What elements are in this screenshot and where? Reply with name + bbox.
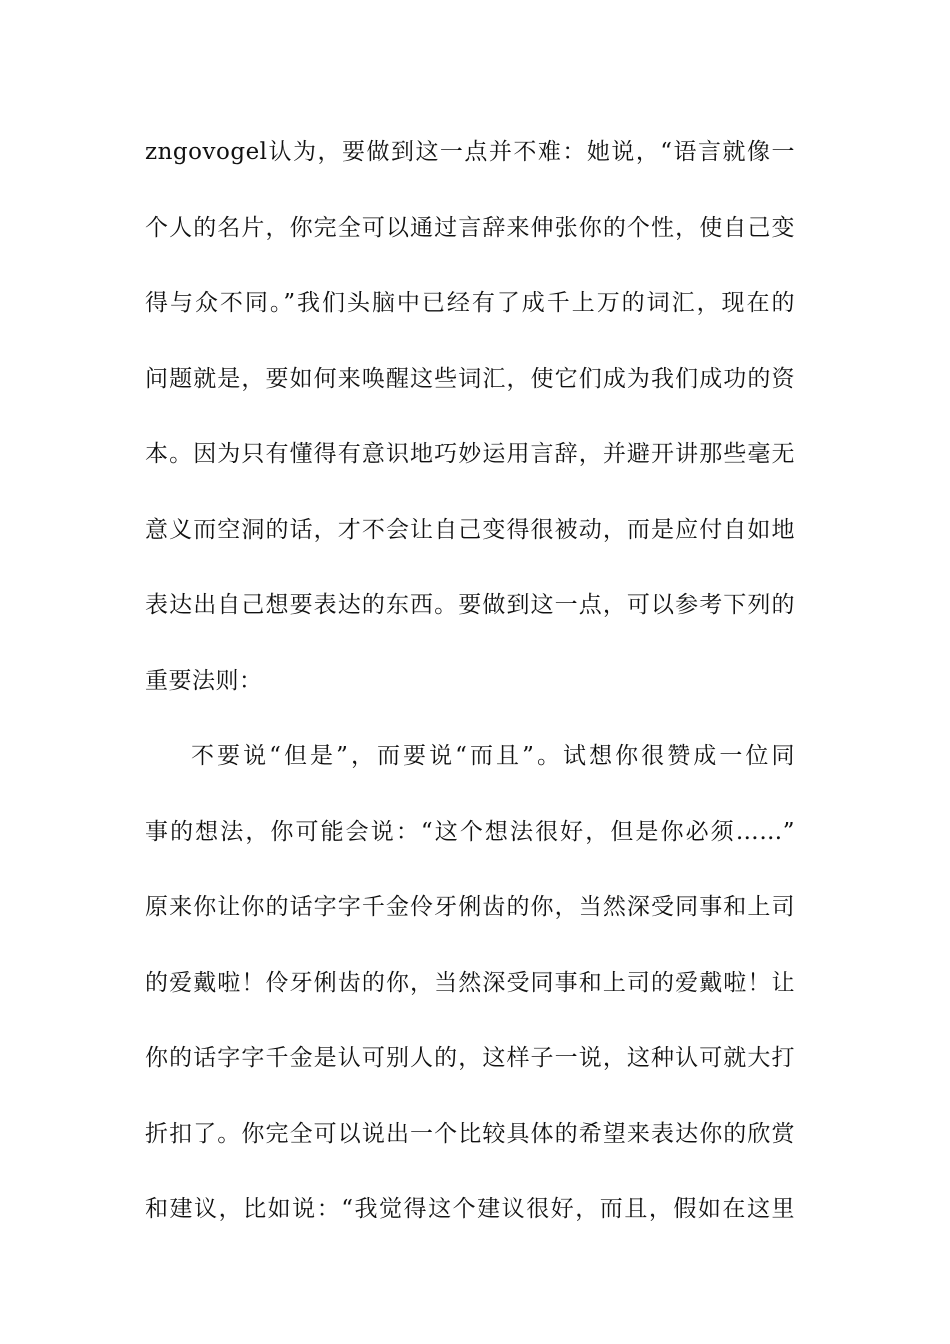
text-line: 折扣了。你完全可以说出一个比较具体的希望来表达你的欣赏 [145, 1120, 795, 1147]
text-line: 重要法则： [145, 667, 263, 694]
text-line: 不要说“但是”，而要说“而且”。试想你很赞成一位同 [191, 743, 795, 769]
text-line: 事的想法，你可能会说：“这个想法很好，但是你必须……” [145, 818, 795, 845]
text-line: 和建议，比如说：“我觉得这个建议很好，而且，假如在这里 [145, 1196, 795, 1222]
text-line: 问题就是，要如何来唤醒这些词汇，使它们成为我们成功的资 [145, 365, 795, 392]
text-line: 原来你让你的话字字千金伶牙俐齿的你，当然深受同事和上司 [145, 894, 795, 920]
text-line: 你的话字字千金是认可别人的，这样子一说，这种认可就大打 [145, 1045, 795, 1071]
paragraph-1 [145, 125, 795, 729]
text-line: 得与众不同。”我们头脑中已经有了成千上万的词汇，现在的 [145, 290, 795, 316]
text-line: zngovogel认为，要做到这一点并不难：她说，“语言就像一 [145, 139, 795, 165]
text-line: 本。因为只有懂得有意识地巧妙运用言辞，并避开讲那些毫无 [145, 441, 795, 467]
text-line: 意义而空洞的话，才不会让自己变得很被动，而是应付自如地 [145, 516, 795, 543]
text-line: 表达出自己想要表达的东西。要做到这一点，可以参考下列的 [145, 592, 795, 618]
text-line: 个人的名片，你完全可以通过言辞来伸张你的个性，使自己变 [145, 214, 795, 241]
body-text [145, 125, 795, 1258]
text-line: 的爱戴啦！伶牙俐齿的你，当然深受同事和上司的爱戴啦！让 [145, 969, 795, 996]
paragraph-2 [145, 729, 795, 1258]
